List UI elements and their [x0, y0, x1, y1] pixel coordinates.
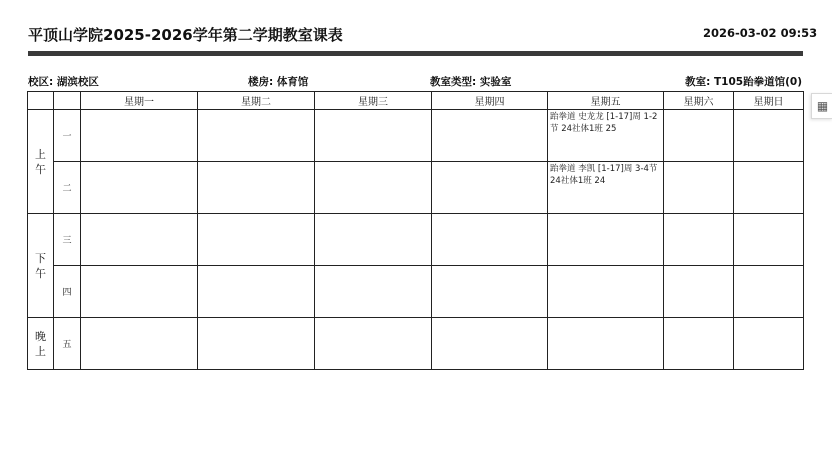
slot-cell	[734, 162, 804, 214]
campus-label: 校区:	[28, 76, 54, 88]
day-header-sun: 星期日	[734, 92, 804, 110]
print-timestamp: 2026-03-02 09:53	[703, 26, 818, 40]
day-header-tue: 星期二	[198, 92, 315, 110]
slot-cell	[198, 266, 315, 318]
slot-cell	[734, 318, 804, 370]
block-label-char: 上	[35, 147, 46, 161]
slot-cell	[315, 266, 432, 318]
slot-cell	[198, 318, 315, 370]
block-label-char: 午	[35, 162, 46, 176]
block-label-char: 下	[35, 251, 46, 265]
slot-cell	[315, 162, 432, 214]
slot-cell	[664, 214, 734, 266]
day-header-mon: 星期一	[81, 92, 198, 110]
header-divider	[28, 51, 803, 56]
period-row-1	[28, 110, 804, 162]
slot-cell	[548, 214, 664, 266]
slot-cell	[432, 214, 548, 266]
period-row-4	[28, 266, 804, 318]
campus-value: 湖滨校区	[56, 76, 99, 88]
slot-cell	[198, 110, 315, 162]
slot-cell	[432, 110, 548, 162]
slot-cell	[81, 266, 198, 318]
slot-cell	[664, 162, 734, 214]
day-header-thu: 星期四	[432, 92, 548, 110]
course-entry[interactable]: 跆拳道 李凯 [1-17]周 3-4节 24社体1班 24	[550, 164, 658, 186]
slot-cell	[548, 162, 664, 214]
slot-cell	[81, 318, 198, 370]
slot-cell	[315, 318, 432, 370]
building-info	[248, 74, 308, 89]
period-label: 二	[54, 162, 81, 214]
room-value: T105跆拳道馆(0)	[714, 76, 802, 88]
room-type-label: 教室类型:	[430, 76, 477, 88]
slot-cell	[81, 214, 198, 266]
block-afternoon	[28, 214, 54, 318]
block-label-char: 午	[35, 266, 46, 280]
block-label-char: 晚	[35, 329, 46, 343]
slot-cell	[432, 318, 548, 370]
slot-cell	[734, 214, 804, 266]
room-info	[685, 74, 802, 89]
slot-cell	[664, 110, 734, 162]
slot-cell	[198, 214, 315, 266]
block-morning	[28, 110, 54, 214]
slot-cell	[432, 162, 548, 214]
period-label: 四	[54, 266, 81, 318]
slot-cell	[664, 318, 734, 370]
room-type-value: 实验室	[479, 76, 512, 88]
campus-info	[28, 74, 99, 89]
slot-cell	[734, 110, 804, 162]
calculator-icon[interactable]	[811, 93, 832, 119]
room-type-info	[430, 74, 511, 89]
course-entry[interactable]: 跆拳道 史龙龙 [1-17]周 1-2节 24社体1班 25	[550, 112, 658, 134]
day-header-sat: 星期六	[664, 92, 734, 110]
slot-cell	[432, 266, 548, 318]
slot-cell	[548, 266, 664, 318]
period-label: 三	[54, 214, 81, 266]
slot-cell	[81, 162, 198, 214]
corner-cell	[54, 92, 81, 110]
day-header-fri: 星期五	[548, 92, 664, 110]
slot-cell	[198, 162, 315, 214]
room-label: 教室:	[685, 76, 711, 88]
slot-cell	[734, 266, 804, 318]
block-evening	[28, 318, 54, 370]
slot-cell	[315, 214, 432, 266]
building-value: 体育馆	[276, 76, 309, 88]
period-row-2	[28, 162, 804, 214]
building-label: 楼房:	[248, 76, 274, 88]
corner-cell	[28, 92, 54, 110]
period-row-5	[28, 318, 804, 370]
slot-cell	[664, 266, 734, 318]
period-label: 一	[54, 110, 81, 162]
schedule-table	[27, 91, 804, 370]
period-row-3	[28, 214, 804, 266]
header-row	[28, 92, 804, 110]
slot-cell	[548, 318, 664, 370]
slot-cell	[315, 110, 432, 162]
calculator-icon-glyph: ▦	[816, 99, 829, 113]
day-header-wed: 星期三	[315, 92, 432, 110]
page-title: 平顶山学院2025-2026学年第二学期教室课表	[28, 26, 343, 44]
block-label-char: 上	[35, 344, 46, 358]
slot-cell	[548, 110, 664, 162]
period-label: 五	[54, 318, 81, 370]
slot-cell	[81, 110, 198, 162]
